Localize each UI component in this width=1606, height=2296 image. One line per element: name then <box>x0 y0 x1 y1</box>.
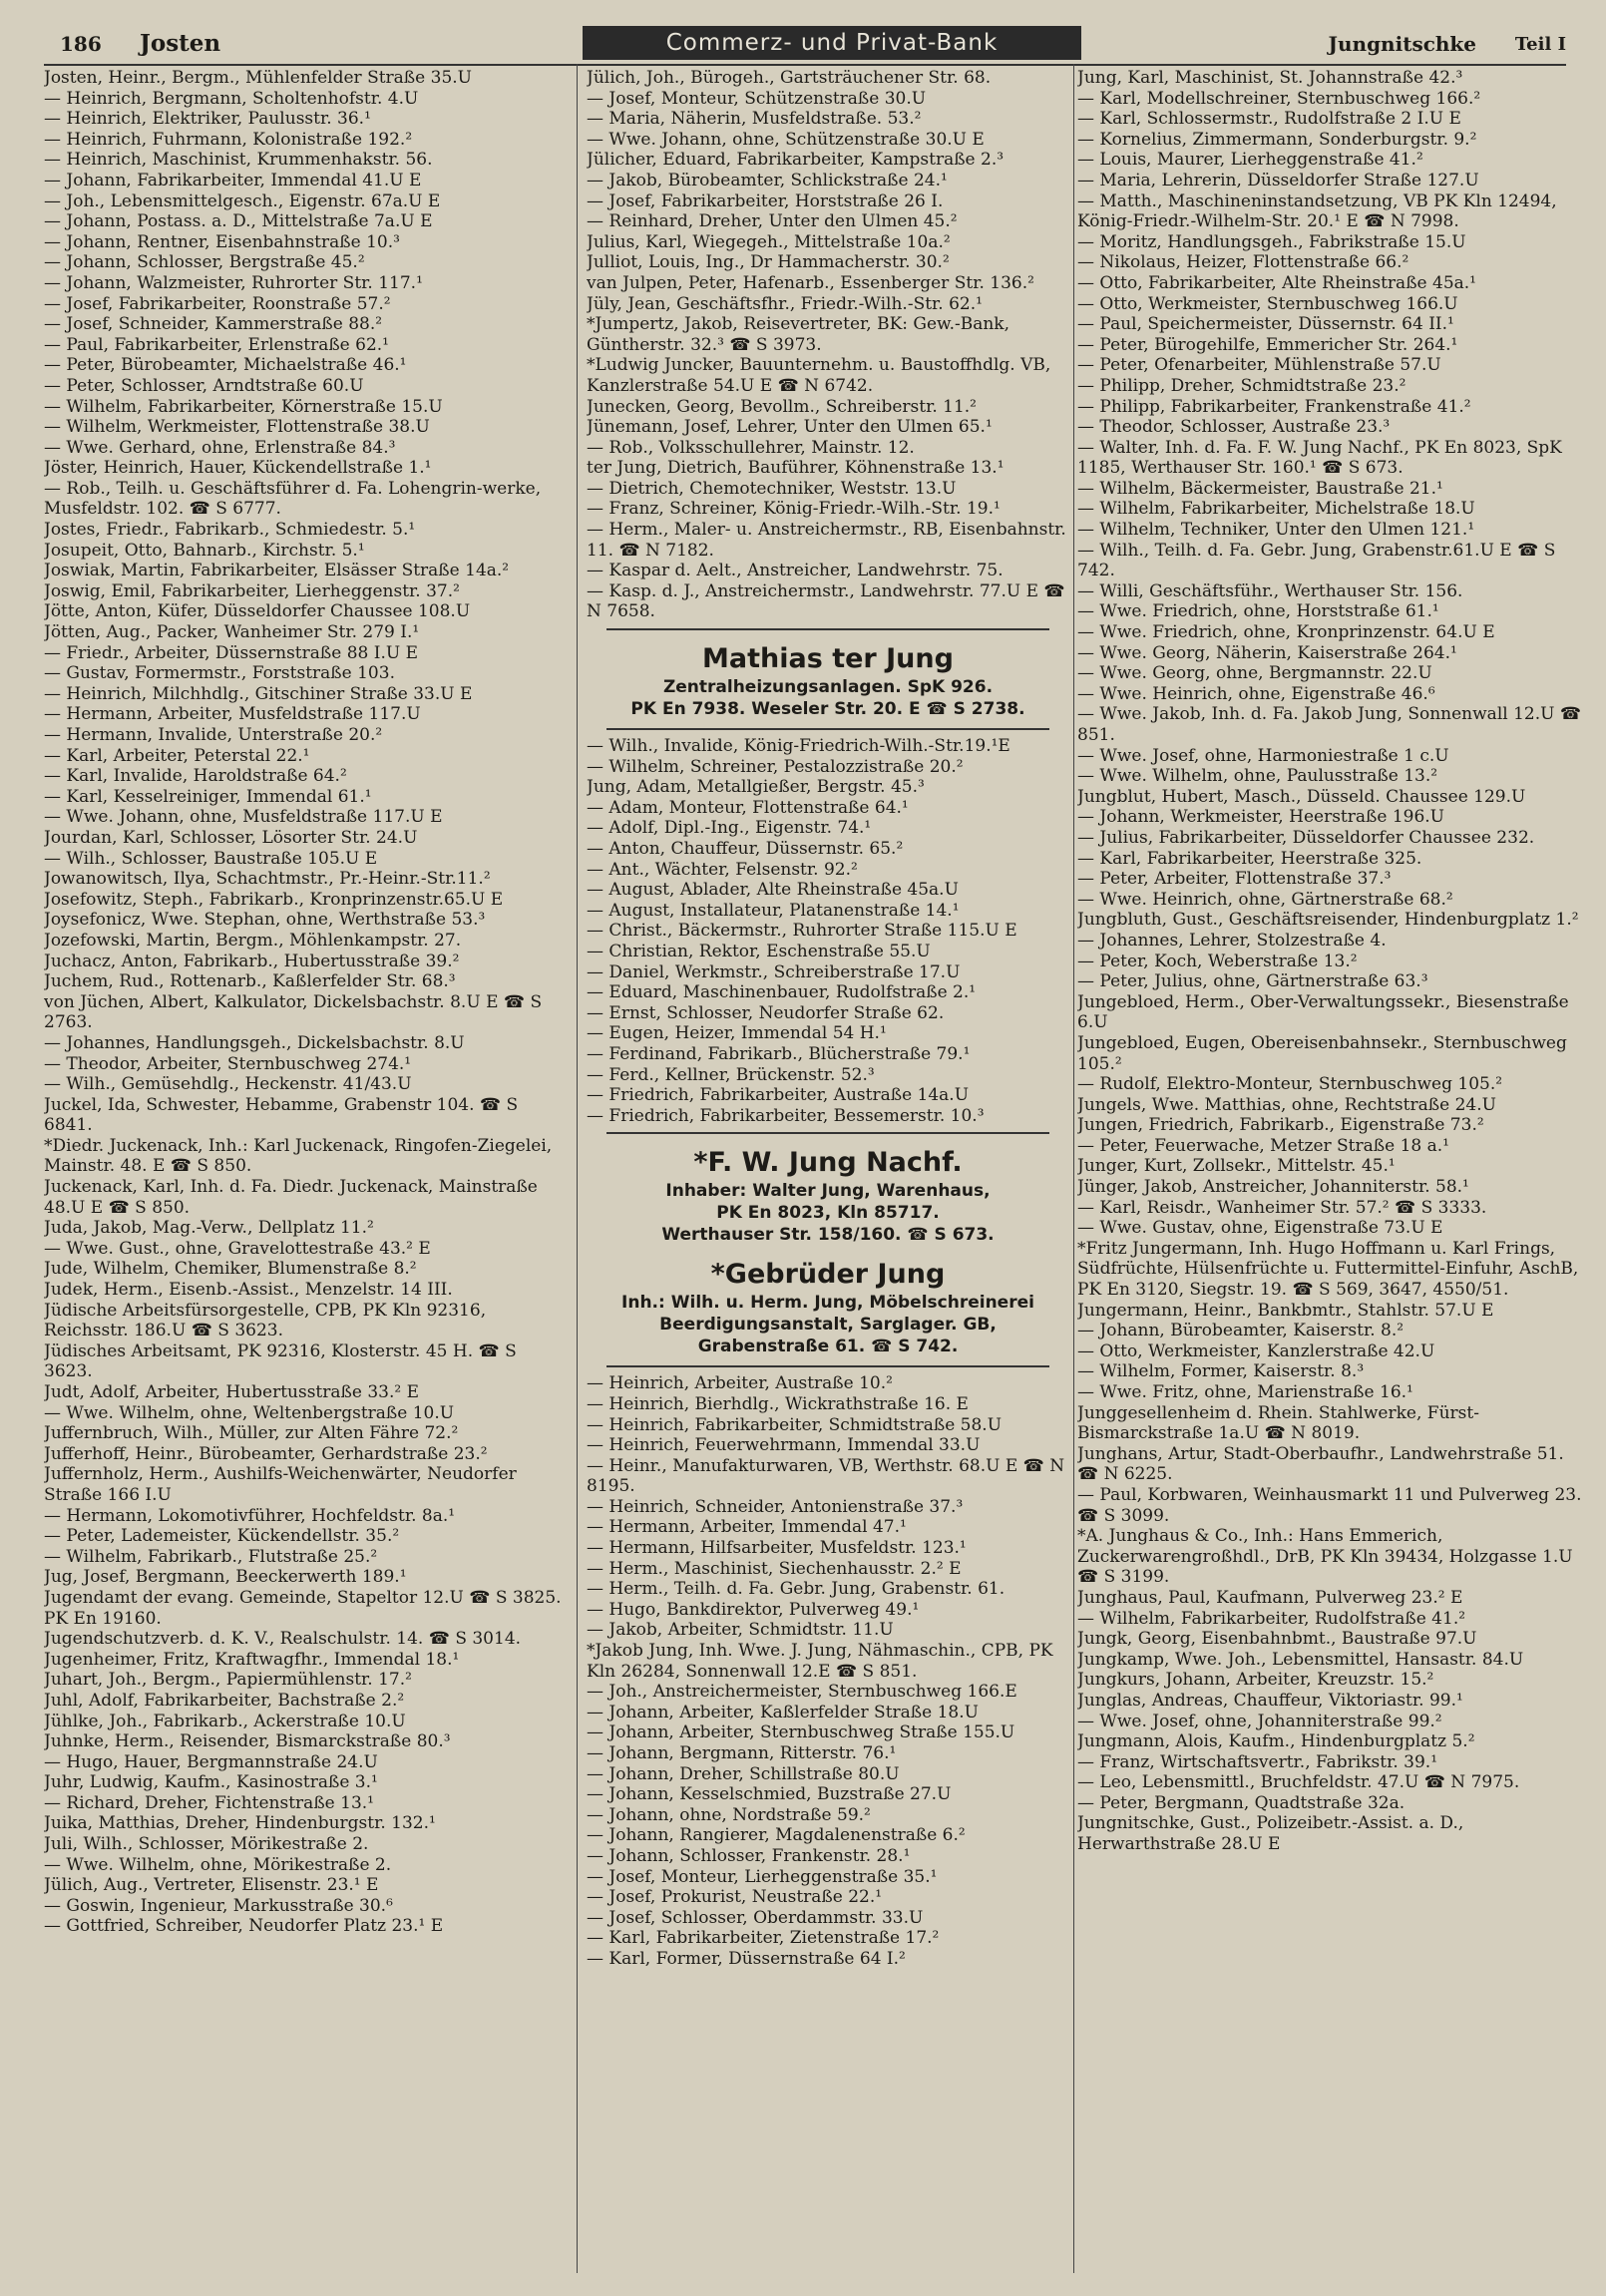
advert-line: PK En 8023, Kln 85717. <box>716 1203 940 1224</box>
directory-entry: Junger, Kurt, Zollsekr., Mittelstr. 45.¹ <box>1077 1156 1396 1177</box>
directory-entry: Josefowitz, Steph., Fabrikarb., Kronprinzenstr.65.U E <box>44 889 504 910</box>
directory-entry: Jünemann, Josef, Lehrer, Unter den Ulmen 65.¹ <box>587 417 993 438</box>
directory-entry: Joysefonicz, Wwe. Stephan, ohne, Werthstraße 53.³ <box>44 910 486 931</box>
advert-line: Beerdigungsanstalt, Sarglager. GB, <box>659 1315 997 1336</box>
directory-entry: — August, Installateur, Platanenstraße 14.¹ <box>587 900 960 921</box>
directory-entry: — Joh., Anstreichermeister, Sternbuschweg 166.E <box>587 1682 1017 1703</box>
directory-entry: — Peter, Bergmann, Quadtstraße 32a. <box>1077 1792 1405 1813</box>
directory-entry: — Nikolaus, Heizer, Flottenstraße 66.² <box>1077 252 1409 273</box>
directory-entry: Junglas, Andreas, Chauffeur, Viktoriastr. 99.¹ <box>1077 1690 1463 1711</box>
directory-entry: *A. Junghaus & Co., Inh.: Hans Emmerich, Zuckerwarengroßhdl., DrB, PK Kln 39434, Holzgasse 1.U ☎ S 3199. <box>1077 1526 1573 1588</box>
directory-entry: — Peter, Feuerwache, Metzer Straße 18 a.¹ <box>1077 1135 1449 1156</box>
directory-entry: — Wwe. Wilhelm, ohne, Weltenbergstraße 10.U <box>44 1402 455 1423</box>
directory-entry: Jungbluth, Gust., Geschäftsreisender, Hindenburgplatz 1.² <box>1077 910 1579 931</box>
directory-entry: Juchacz, Anton, Fabrikarb., Hubertusstraße 39.² <box>44 951 460 971</box>
directory-entry: Jülich, Aug., Vertreter, Elisenstr. 23.¹ E <box>44 1875 379 1896</box>
directory-entry: — Wwe. Heinrich, ohne, Eigenstraße 46.⁶ <box>1077 683 1435 704</box>
column-middle-top <box>587 68 1069 622</box>
directory-entry: Jugenheimer, Fritz, Kraftwagfhr., Immendal 18.¹ <box>44 1649 460 1670</box>
directory-entry: — Hermann, Invalide, Unterstraße 20.² <box>44 725 383 745</box>
directory-entry: — Theodor, Arbeiter, Sternbuschweg 274.¹ <box>44 1053 412 1074</box>
bank-banner: Commerz- und Privat-Bank <box>583 26 1081 60</box>
directory-entry: Jüly, Jean, Geschäftsfhr., Friedr.-Wilh.-Str. 62.¹ <box>587 293 983 314</box>
directory-entry: Jufferhoff, Heinr., Bürobeamter, Gerhardstraße 23.² <box>44 1443 488 1464</box>
directory-entry: — Adolf, Dipl.-Ing., Eigenstr. 74.¹ <box>587 818 872 839</box>
directory-entry: Juhnke, Herm., Reisender, Bismarckstraße 80.³ <box>44 1731 451 1752</box>
directory-entry: — Wilhelm, Fabrikarbeiter, Michelstraße 18.U <box>1077 499 1475 520</box>
directory-entry: — Moritz, Handlungsgeh., Fabrikstraße 15.U <box>1077 231 1466 252</box>
directory-entry: Juhart, Joh., Bergm., Papiermühlenstr. 17.² <box>44 1670 412 1691</box>
directory-entry: — Otto, Fabrikarbeiter, Alte Rheinstraße 45a.¹ <box>1077 272 1476 293</box>
directory-entry: *Diedr. Juckenack, Inh.: Karl Juckenack, Ringofen-Ziegelei, Mainstr. 48. E ☎ S 850. <box>44 1135 553 1177</box>
directory-entry: — Wilh., Gemüsehdlg., Heckenstr. 41/43.U <box>44 1074 412 1095</box>
right-keyword: Jungnitschke <box>1328 32 1476 56</box>
directory-entry: Jöster, Heinrich, Hauer, Kückendellstraße 1.¹ <box>44 458 432 479</box>
directory-entry: — Peter, Julius, ohne, Gärtnerstraße 63.³ <box>1077 971 1428 992</box>
directory-entry: — Wilh., Schlosser, Baustraße 105.U E <box>44 848 378 869</box>
directory-entry: — Josef, Fabrikarbeiter, Roonstraße 57.² <box>44 293 391 314</box>
directory-entry: — Johann, Kesselschmied, Buzstraße 27.U <box>587 1784 952 1805</box>
advert-fw-jung <box>587 1146 1069 1246</box>
directory-entry: Jungebloed, Herm., Ober-Verwaltungssekr., Biesenstraße 6.U <box>1077 991 1569 1033</box>
directory-entry: — Josef, Prokurist, Neustraße 22.¹ <box>587 1887 883 1908</box>
directory-entry: Juffernbruch, Wilh., Müller, zur Alten Fähre 72.² <box>44 1423 459 1444</box>
directory-entry: — Johann, Bürobeamter, Kaiserstr. 8.² <box>1077 1321 1405 1341</box>
directory-entry: Julliot, Louis, Ing., Dr Hammacherstr. 30.² <box>587 252 950 273</box>
directory-entry: Jüdische Arbeitsfürsorgestelle, CPB, PK Kln 92316, Reichsstr. 186.U ☎ S 3623. <box>44 1300 487 1341</box>
directory-entry: — Wilhelm, Former, Kaiserstr. 8.³ <box>1077 1361 1365 1382</box>
directory-entry: Jungen, Friedrich, Fabrikarb., Eigenstraße 73.² <box>1077 1115 1484 1136</box>
ad-separator <box>606 628 1049 630</box>
directory-entry: — Wwe. Heinrich, ohne, Gärtnerstraße 68.² <box>1077 889 1453 910</box>
directory-entry: — Rudolf, Elektro-Monteur, Sternbuschweg 105.² <box>1077 1074 1503 1095</box>
directory-entry: — Wwe. Johann, ohne, Musfeldstraße 117.U E <box>44 807 443 828</box>
directory-entry: Jungels, Wwe. Matthias, ohne, Rechtstraße 24.U <box>1077 1094 1496 1115</box>
directory-entry: Jungmann, Alois, Kaufm., Hindenburgplatz 5.² <box>1077 1731 1475 1752</box>
directory-entry: Juckel, Ida, Schwester, Hebamme, Grabenstr 104. ☎ S 6841. <box>44 1094 519 1136</box>
directory-entry: — Hermann, Hilfsarbeiter, Musfeldstr. 123.¹ <box>587 1538 967 1559</box>
directory-entry: — Joh., Lebensmittelgesch., Eigenstr. 67a.U E <box>44 191 441 211</box>
directory-entry: — Franz, Schreiner, König-Friedr.-Wilh.-Str. 19.¹ <box>587 499 1001 520</box>
directory-entry: — Friedrich, Fabrikarbeiter, Austraße 14a.U <box>587 1085 970 1106</box>
directory-entry: — Wilhelm, Fabrikarbeiter, Rudolfstraße 41.² <box>1077 1608 1466 1629</box>
part-label: Teil I <box>1514 34 1566 55</box>
directory-entry: — Josef, Monteur, Schützenstraße 30.U <box>587 88 927 109</box>
directory-entry: — Johann, Arbeiter, Sternbuschweg Straße 155.U <box>587 1722 1015 1743</box>
directory-entry: — Wilhelm, Werkmeister, Flottenstraße 38.U <box>44 417 430 438</box>
advert-gebrueder-jung <box>587 1258 1069 1357</box>
advert-mathias-ter-jung <box>587 642 1069 720</box>
directory-entry: — Rob., Teilh. u. Geschäftsführer d. Fa. Lohengrin-werke, Musfeldstr. 102. ☎ S 6777. <box>44 478 542 520</box>
directory-entry: — Wilh., Invalide, König-Friedrich-Wilh.-Str.19.¹E <box>587 736 1010 757</box>
directory-entry: Julius, Karl, Wiegegeh., Mittelstraße 10a.² <box>587 231 951 252</box>
column-left <box>44 68 567 2272</box>
directory-entry: Jungermann, Heinr., Bankbmtr., Stahlstr. 57.U E <box>1077 1300 1494 1321</box>
directory-entry: Junecken, Georg, Bevollm., Schreiberstr. 11.² <box>587 396 977 417</box>
directory-entry: Juffernholz, Herm., Aushilfs-Weichenwärter, Neudorfer Straße 166 I.U <box>44 1464 517 1505</box>
directory-entry: — Julius, Fabrikarbeiter, Düsseldorfer Chaussee 232. <box>1077 827 1535 848</box>
directory-entry: — Johannes, Lehrer, Stolzestraße 4. <box>1077 930 1387 951</box>
directory-entry: — Johann, Walzmeister, Ruhrorter Str. 117.¹ <box>44 272 423 293</box>
directory-entry: Josten, Heinr., Bergm., Mühlenfelder Straße 35.U <box>44 68 472 88</box>
directory-entry: Jüdisches Arbeitsamt, PK 92316, Klosterstr. 45 H. ☎ S 3623. <box>44 1340 517 1382</box>
directory-entry: — Josef, Monteur, Lierheggenstraße 35.¹ <box>587 1866 938 1887</box>
header-rule <box>44 64 1566 66</box>
directory-entry: Jungkamp, Wwe. Joh., Lebensmittel, Hansastr. 84.U <box>1077 1649 1524 1670</box>
directory-entry: — Hermann, Lokomotivführer, Hochfeldstr. 8a.¹ <box>44 1505 456 1526</box>
directory-entry: — Peter, Arbeiter, Flottenstraße 37.³ <box>1077 869 1392 890</box>
directory-entry: — Philipp, Fabrikarbeiter, Frankenstraße 41.² <box>1077 396 1471 417</box>
directory-entry: — Karl, Fabrikarbeiter, Heerstraße 325. <box>1077 848 1422 869</box>
directory-entry: — Otto, Werkmeister, Sternbuschweg 166.U <box>1077 293 1458 314</box>
directory-entry: — Heinrich, Arbeiter, Austraße 10.² <box>587 1373 893 1394</box>
directory-entry: *Jakob Jung, Inh. Wwe. J. Jung, Nähmaschin., CPB, PK Kln 26284, Sonnenwall 12.E ☎ S 851. <box>587 1641 1053 1682</box>
advert-title: Mathias ter Jung <box>702 643 954 675</box>
directory-entry: Juhl, Adolf, Fabrikarbeiter, Bachstraße 2.² <box>44 1690 405 1711</box>
directory-entry: — Johann, Rangierer, Magdalenenstraße 6.² <box>587 1825 966 1846</box>
directory-entry: — Wwe. Gust., ohne, Gravelottestraße 43.² E <box>44 1238 431 1259</box>
directory-entry: — Wwe. Josef, ohne, Harmoniestraße 1 c.U <box>1077 745 1449 766</box>
directory-entry: — Eugen, Heizer, Immendal 54 H.¹ <box>587 1023 887 1044</box>
directory-entry: Joswiak, Martin, Fabrikarbeiter, Elsässer Straße 14a.² <box>44 561 510 581</box>
directory-entry: — Richard, Dreher, Fichtenstraße 13.¹ <box>44 1792 374 1813</box>
directory-entry: — Wwe. Gustav, ohne, Eigenstraße 73.U E <box>1077 1218 1443 1239</box>
directory-entry: — Wwe. Friedrich, ohne, Kronprinzenstr. 64.U E <box>1077 622 1495 643</box>
directory-entry: — Johann, Postass. a. D., Mittelstraße 7a.U E <box>44 211 433 232</box>
directory-entry: Jülich, Joh., Bürogeh., Gartsträuchener Str. 68. <box>587 68 992 88</box>
ad-separator <box>606 728 1049 730</box>
directory-entry: Jung, Karl, Maschinist, St. Johannstraße 42.³ <box>1077 68 1463 88</box>
directory-entry: — Josef, Schneider, Kammerstraße 88.² <box>44 314 383 335</box>
directory-entry: — Ferdinand, Fabrikarb., Blücherstraße 79.¹ <box>587 1043 971 1064</box>
directory-entry: — Otto, Werkmeister, Kanzlerstraße 42.U <box>1077 1340 1435 1361</box>
directory-entry: Jowanowitsch, Ilya, Schachtmstr., Pr.-Heinr.-Str.11.² <box>44 869 491 890</box>
directory-entry: — Johannes, Handlungsgeh., Dickelsbachstr. 8.U <box>44 1032 465 1053</box>
directory-entry: — Wwe. Georg, Näherin, Kaiserstraße 264.¹ <box>1077 642 1457 663</box>
column-middle <box>587 68 1069 2272</box>
advert-line: Grabenstraße 61. ☎ S 742. <box>697 1337 959 1357</box>
directory-entry: Josupeit, Otto, Bahnarb., Kirchstr. 5.¹ <box>44 540 365 561</box>
directory-entry: — Gustav, Formermstr., Forststraße 103. <box>44 663 395 684</box>
directory-entry: — Johann, Rentner, Eisenbahnstraße 10.³ <box>44 231 400 252</box>
column-middle-mid <box>587 736 1069 1126</box>
directory-entry: Judek, Herm., Eisenb.-Assist., Menzelstr. 14 III. <box>44 1280 453 1301</box>
directory-entry: Jugendschutzverb. d. K. V., Realschulstr. 14. ☎ S 3014. <box>44 1629 522 1650</box>
directory-entry: — Franz, Wirtschaftsvertr., Fabrikstr. 39.¹ <box>1077 1751 1438 1772</box>
directory-entry: — Louis, Maurer, Lierheggenstraße 41.² <box>1077 150 1423 171</box>
directory-entry: — Wilh., Teilh. d. Fa. Gebr. Jung, Grabenstr.61.U E ☎ S 742. <box>1077 540 1556 581</box>
directory-entry: — Herm., Teilh. d. Fa. Gebr. Jung, Grabenstr. 61. <box>587 1579 1005 1600</box>
directory-entry: van Julpen, Peter, Hafenarb., Essenberger Str. 136.² <box>587 272 1034 293</box>
directory-entry: — Dietrich, Chemotechniker, Weststr. 13.U <box>587 478 957 499</box>
directory-entry: — Wilhelm, Bäckermeister, Baustraße 21.¹ <box>1077 478 1443 499</box>
directory-entry: Junghaus, Paul, Kaufmann, Pulverweg 23.² E <box>1077 1587 1463 1608</box>
ad-separator <box>606 1132 1049 1134</box>
directory-entry: — Karl, Fabrikarbeiter, Zietenstraße 17.² <box>587 1928 940 1949</box>
directory-entry: Jülicher, Eduard, Fabrikarbeiter, Kampstraße 2.³ <box>587 150 1004 171</box>
directory-entry: — Wwe. Friedrich, ohne, Horststraße 61.¹ <box>1077 601 1439 622</box>
directory-entry: Jugendamt der evang. Gemeinde, Stapeltor 12.U ☎ S 3825. PK En 19160. <box>44 1587 562 1629</box>
directory-entry: — Johann, Fabrikarbeiter, Immendal 41.U E <box>44 170 422 191</box>
left-keyword: Josten <box>140 30 221 57</box>
directory-entry: Jude, Wilhelm, Chemiker, Blumenstraße 8.² <box>44 1259 417 1280</box>
directory-entry: — Peter, Lademeister, Kückendellstr. 35.² <box>44 1526 400 1547</box>
directory-entry: — Heinrich, Feuerwehrmann, Immendal 33.U <box>587 1435 981 1456</box>
directory-entry: Joswig, Emil, Fabrikarbeiter, Lierheggenstr. 37.² <box>44 580 460 601</box>
page-header <box>44 18 1566 66</box>
directory-entry: — Karl, Schlossermstr., Rudolfstraße 2 I.U E <box>1077 109 1461 130</box>
column-middle-bottom <box>587 1373 1069 1969</box>
directory-entry: — Hugo, Hauer, Bergmannstraße 24.U <box>44 1751 378 1772</box>
directory-entry: — Walter, Inh. d. Fa. F. W. Jung Nachf., PK En 8023, SpK 1185, Werthauser Str. 160.¹ ☎ S 673. <box>1077 437 1562 479</box>
directory-entry: — Paul, Speichermeister, Düssernstr. 64 II.¹ <box>1077 314 1454 335</box>
directory-entry: Jozefowski, Martin, Bergm., Möhlenkampstr. 27. <box>44 930 462 951</box>
directory-entry: — Heinrich, Fuhrmann, Kolonistraße 192.² <box>44 129 413 150</box>
directory-entry: — Johann, Arbeiter, Kaßlerfelder Straße 18.U <box>587 1702 979 1722</box>
directory-entry: — Wilhelm, Fabrikarbeiter, Körnerstraße 15.U <box>44 396 443 417</box>
directory-entry: — Wwe. Wilhelm, ohne, Paulusstraße 13.² <box>1077 766 1438 787</box>
directory-entry: — Heinrich, Schneider, Antonienstraße 37.³ <box>587 1496 964 1517</box>
directory-entry: — Adam, Monteur, Flottenstraße 64.¹ <box>587 797 909 818</box>
directory-entry: — Maria, Näherin, Musfeldstraße. 53.² <box>587 109 922 130</box>
directory-entry: — Eduard, Maschinenbauer, Rudolfstraße 2.¹ <box>587 982 977 1003</box>
directory-entry: Jung, Adam, Metallgießer, Bergstr. 45.³ <box>587 777 925 798</box>
directory-entry: — Wwe. Georg, ohne, Bergmannstr. 22.U <box>1077 663 1432 684</box>
directory-entry: — Johann, Bergmann, Ritterstr. 76.¹ <box>587 1743 897 1763</box>
directory-entry: von Jüchen, Albert, Kalkulator, Dickelsbachstr. 8.U E ☎ S 2763. <box>44 991 543 1033</box>
advert-line: Werthauser Str. 158/160. ☎ S 673. <box>661 1225 995 1246</box>
directory-entry: — Wwe. Wilhelm, ohne, Mörikestraße 2. <box>44 1854 392 1875</box>
directory-entry: — Ernst, Schlosser, Neudorfer Straße 62. <box>587 1002 945 1023</box>
directory-entry: — Heinrich, Bierhdlg., Wickrathstraße 16. E <box>587 1393 969 1414</box>
directory-entry: Jostes, Friedr., Fabrikarb., Schmiedestr. 5.¹ <box>44 520 416 541</box>
directory-entry: — Herm., Maschinist, Siechenhausstr. 2.² E <box>587 1558 962 1579</box>
directory-entry: — Jakob, Arbeiter, Schmidtstr. 11.U <box>587 1620 894 1641</box>
directory-entry: — Wilhelm, Schreiner, Pestalozzistraße 20.² <box>587 756 964 777</box>
directory-entry: — Heinrich, Maschinist, Krummenhakstr. 56. <box>44 150 433 171</box>
directory-entry: *Ludwig Juncker, Bauunternehm. u. Baustoffhdlg. VB, Kanzlerstraße 54.U E ☎ N 6742. <box>587 355 1051 396</box>
directory-entry: Judt, Adolf, Arbeiter, Hubertusstraße 33.² E <box>44 1382 420 1402</box>
directory-entry: — Peter, Ofenarbeiter, Mühlenstraße 57.U <box>1077 355 1441 376</box>
directory-entry: *Jumpertz, Jakob, Reisevertreter, BK: Gew.-Bank, Güntherstr. 32.³ ☎ S 3973. <box>587 314 1010 355</box>
directory-entry: — August, Ablader, Alte Rheinstraße 45a.U <box>587 880 959 901</box>
directory-entry: — Wwe. Johann, ohne, Schützenstraße 30.U E <box>587 129 985 150</box>
directory-entry: — Karl, Former, Düssernstraße 64 I.² <box>587 1948 906 1969</box>
directory-entry: — Heinrich, Milchhdlg., Gitschiner Straße 33.U E <box>44 683 473 704</box>
directory-entry: — Heinrich, Fabrikarbeiter, Schmidtstraße 58.U <box>587 1414 1003 1435</box>
directory-entry: — Johann, Schlosser, Bergstraße 45.² <box>44 252 365 273</box>
directory-entry: — Willi, Geschäftsführ., Werthauser Str. 156. <box>1077 580 1463 601</box>
directory-entry: Jug, Josef, Bergmann, Beeckerwerth 189.¹ <box>44 1567 407 1588</box>
directory-entry: Juli, Wilh., Schlosser, Mörikestraße 2. <box>44 1834 369 1855</box>
directory-entry: — Wilhelm, Fabrikarb., Flutstraße 25.² <box>44 1546 378 1567</box>
directory-entry: — Wilhelm, Techniker, Unter den Ulmen 121.¹ <box>1077 520 1475 541</box>
directory-entry: Junghans, Artur, Stadt-Oberbaufhr., Landwehrstraße 51. ☎ N 6225. <box>1077 1443 1564 1485</box>
directory-entry: — Goswin, Ingenieur, Markusstraße 30.⁶ <box>44 1895 393 1916</box>
directory-entry: — Wwe. Jakob, Inh. d. Fa. Jakob Jung, Sonnenwall 12.U ☎ 851. <box>1077 704 1582 745</box>
directory-entry: Jungkurs, Johann, Arbeiter, Kreuzstr. 15.² <box>1077 1670 1434 1691</box>
directory-entry: — Josef, Schlosser, Oberdammstr. 33.U <box>587 1907 924 1928</box>
directory-entry: — Wwe. Fritz, ohne, Marienstraße 16.¹ <box>1077 1382 1413 1402</box>
directory-entry: Junggesellenheim d. Rhein. Stahlwerke, Fürst-Bismarckstraße 1a.U ☎ N 8019. <box>1077 1402 1479 1444</box>
directory-entry: Jungblut, Hubert, Masch., Düsseld. Chaussee 129.U <box>1077 786 1526 807</box>
directory-entry: Juchem, Rud., Rottenarb., Kaßlerfelder Str. 68.³ <box>44 971 456 992</box>
directory-entry: — Ant., Wächter, Felsenstr. 92.² <box>587 859 858 880</box>
directory-entry: — Hermann, Arbeiter, Immendal 47.¹ <box>587 1517 907 1538</box>
directory-entry: — Reinhard, Dreher, Unter den Ulmen 45.² <box>587 211 958 232</box>
directory-entry: Jungnitschke, Gust., Polizeibetr.-Assist. a. D., Herwarthstraße 28.U E <box>1077 1813 1464 1855</box>
advert-title: *Gebrüder Jung <box>710 1259 946 1291</box>
directory-entry: — Johann, Schlosser, Frankenstr. 28.¹ <box>587 1845 911 1866</box>
directory-entry: — Wwe. Josef, ohne, Johanniterstraße 99.² <box>1077 1711 1442 1731</box>
directory-entry: — Wwe. Gerhard, ohne, Erlenstraße 84.³ <box>44 437 396 458</box>
directory-entry: Juda, Jakob, Mag.-Verw., Dellplatz 11.² <box>44 1218 374 1239</box>
directory-entry: Jourdan, Karl, Schlosser, Lösorter Str. 24.U <box>44 827 418 848</box>
directory-entry: — Johann, Dreher, Schillstraße 80.U <box>587 1763 900 1784</box>
directory-entry: — Josef, Fabrikarbeiter, Horststraße 26 I. <box>587 191 944 211</box>
advert-line: PK En 7938. Weseler Str. 20. E ☎ S 2738. <box>630 699 1025 720</box>
directory-entry: Jötten, Aug., Packer, Wanheimer Str. 279 I.¹ <box>44 622 420 643</box>
directory-entry: — Paul, Fabrikarbeiter, Erlenstraße 62.¹ <box>44 334 390 355</box>
page-number: 186 <box>60 32 102 56</box>
directory-entry: — Peter, Koch, Weberstraße 13.² <box>1077 951 1358 971</box>
directory-entry: — Hugo, Bankdirektor, Pulverweg 49.¹ <box>587 1599 920 1620</box>
directory-entry: — Karl, Kesselreiniger, Immendal 61.¹ <box>44 786 372 807</box>
directory-entry: Juika, Matthias, Dreher, Hindenburgstr. 132.¹ <box>44 1813 436 1834</box>
directory-entry: Juckenack, Karl, Inh. d. Fa. Diedr. Juckenack, Mainstraße 48.U E ☎ S 850. <box>44 1177 538 1218</box>
directory-entry: — Christian, Rektor, Eschenstraße 55.U <box>587 941 931 961</box>
advert-line: Inhaber: Walter Jung, Warenhaus, <box>665 1181 991 1202</box>
directory-entry: ter Jung, Dietrich, Bauführer, Köhnenstraße 13.¹ <box>587 458 1004 479</box>
directory-entry: — Peter, Bürobeamter, Michaelstraße 46.¹ <box>44 355 407 376</box>
directory-entry: — Johann, Werkmeister, Heerstraße 196.U <box>1077 807 1445 828</box>
directory-entry: — Peter, Bürogehilfe, Emmericher Str. 264.¹ <box>1077 334 1458 355</box>
directory-entry: — Matth., Maschineninstandsetzung, VB PK Kln 12494, König-Friedr.-Wilhelm-Str. 20.¹ E ☎ N 7998. <box>1077 191 1557 232</box>
directory-entry: — Jakob, Bürobeamter, Schlickstraße 24.¹ <box>587 170 948 191</box>
column-divider <box>1073 64 1074 2273</box>
directory-entry: — Friedrich, Fabrikarbeiter, Bessemerstr. 10.³ <box>587 1105 985 1126</box>
directory-entry: — Philipp, Dreher, Schmidtstraße 23.² <box>1077 375 1406 396</box>
directory-entry: — Daniel, Werkmstr., Schreiberstraße 17.U <box>587 961 961 982</box>
directory-entry: — Kasp. d. J., Anstreichermstr., Landwehrstr. 77.U E ☎ N 7658. <box>587 580 1065 622</box>
directory-entry: — Heinrich, Bergmann, Scholtenhofstr. 4.U <box>44 88 419 109</box>
directory-entry: Jühlke, Joh., Fabrikarb., Ackerstraße 10.U <box>44 1711 406 1731</box>
directory-entry: — Hermann, Arbeiter, Musfeldstraße 117.U <box>44 704 421 725</box>
directory-entry: — Anton, Chauffeur, Düssernstr. 65.² <box>587 839 904 859</box>
directory-entry: — Johann, ohne, Nordstraße 59.² <box>587 1804 871 1825</box>
directory-entry: — Herm., Maler- u. Anstreichermstr., RB, Eisenbahnstr. 11. ☎ N 7182. <box>587 520 1066 561</box>
column-divider <box>577 64 578 2273</box>
ad-separator <box>606 1365 1049 1367</box>
directory-entry: — Heinrich, Elektriker, Paulusstr. 36.¹ <box>44 109 371 130</box>
advert-line: Inh.: Wilh. u. Herm. Jung, Möbelschreinerei <box>621 1293 1034 1314</box>
directory-entry: — Heinr., Manufakturwaren, VB, Werthstr. 68.U E ☎ N 8195. <box>587 1455 1065 1497</box>
directory-entry: Juhr, Ludwig, Kaufm., Kasinostraße 3.¹ <box>44 1772 378 1793</box>
directory-entry: — Rob., Volksschullehrer, Mainstr. 12. <box>587 437 915 458</box>
directory-entry: *Fritz Jungermann, Inh. Hugo Hoffmann u. Karl Frings, Südfrüchte, Hülsenfrüchte u. Futtermittel-Einfuhr, AschB, PK En 3120, Siegstr. 19. ☎ S 569, 3647, 4550/51. <box>1077 1238 1579 1301</box>
directory-entry: — Karl, Arbeiter, Peterstal 22.¹ <box>44 745 310 766</box>
directory-entry: — Friedr., Arbeiter, Düssernstraße 88 I.U E <box>44 642 419 663</box>
directory-entry: — Ferd., Kellner, Brückenstr. 52.³ <box>587 1064 875 1085</box>
advert-title: *F. W. Jung Nachf. <box>693 1147 963 1179</box>
directory-entry: Jünger, Jakob, Anstreicher, Johanniterstr. 58.¹ <box>1077 1177 1469 1198</box>
directory-entry: — Leo, Lebensmittl., Bruchfeldstr. 47.U ☎ N 7975. <box>1077 1772 1520 1793</box>
directory-entry: Jungk, Georg, Eisenbahnbmt., Baustraße 97.U <box>1077 1629 1477 1650</box>
directory-entry: — Theodor, Schlosser, Austraße 23.³ <box>1077 417 1391 438</box>
directory-entry: — Maria, Lehrerin, Düsseldorfer Straße 127.U <box>1077 170 1479 191</box>
directory-entry: — Kaspar d. Aelt., Anstreicher, Landwehrstr. 75. <box>587 561 1004 581</box>
advert-line: Zentralheizungsanlagen. SpK 926. <box>662 677 994 698</box>
directory-entry: — Karl, Modellschreiner, Sternbuschweg 166.² <box>1077 88 1481 109</box>
column-right <box>1077 68 1586 2272</box>
directory-entry: — Karl, Invalide, Haroldstraße 64.² <box>44 766 347 787</box>
directory-entry: — Christ., Bäckermstr., Ruhrorter Straße 115.U E <box>587 921 1017 942</box>
directory-entry: Jötte, Anton, Küfer, Düsseldorfer Chaussee 108.U <box>44 601 471 622</box>
directory-entry: — Paul, Korbwaren, Weinhausmarkt 11 und Pulverweg 23. ☎ S 3099. <box>1077 1484 1582 1526</box>
directory-entry: — Peter, Schlosser, Arndtstraße 60.U <box>44 375 364 396</box>
directory-entry: — Kornelius, Zimmermann, Sonderburgstr. 9.² <box>1077 129 1477 150</box>
directory-entry: — Karl, Reisdr., Wanheimer Str. 57.² ☎ S 3333. <box>1077 1197 1487 1218</box>
directory-entry: Jungebloed, Eugen, Obereisenbahnsekr., Sternbuschweg 105.² <box>1077 1032 1567 1074</box>
directory-entry: — Gottfried, Schreiber, Neudorfer Platz 23.¹ E <box>44 1916 444 1937</box>
